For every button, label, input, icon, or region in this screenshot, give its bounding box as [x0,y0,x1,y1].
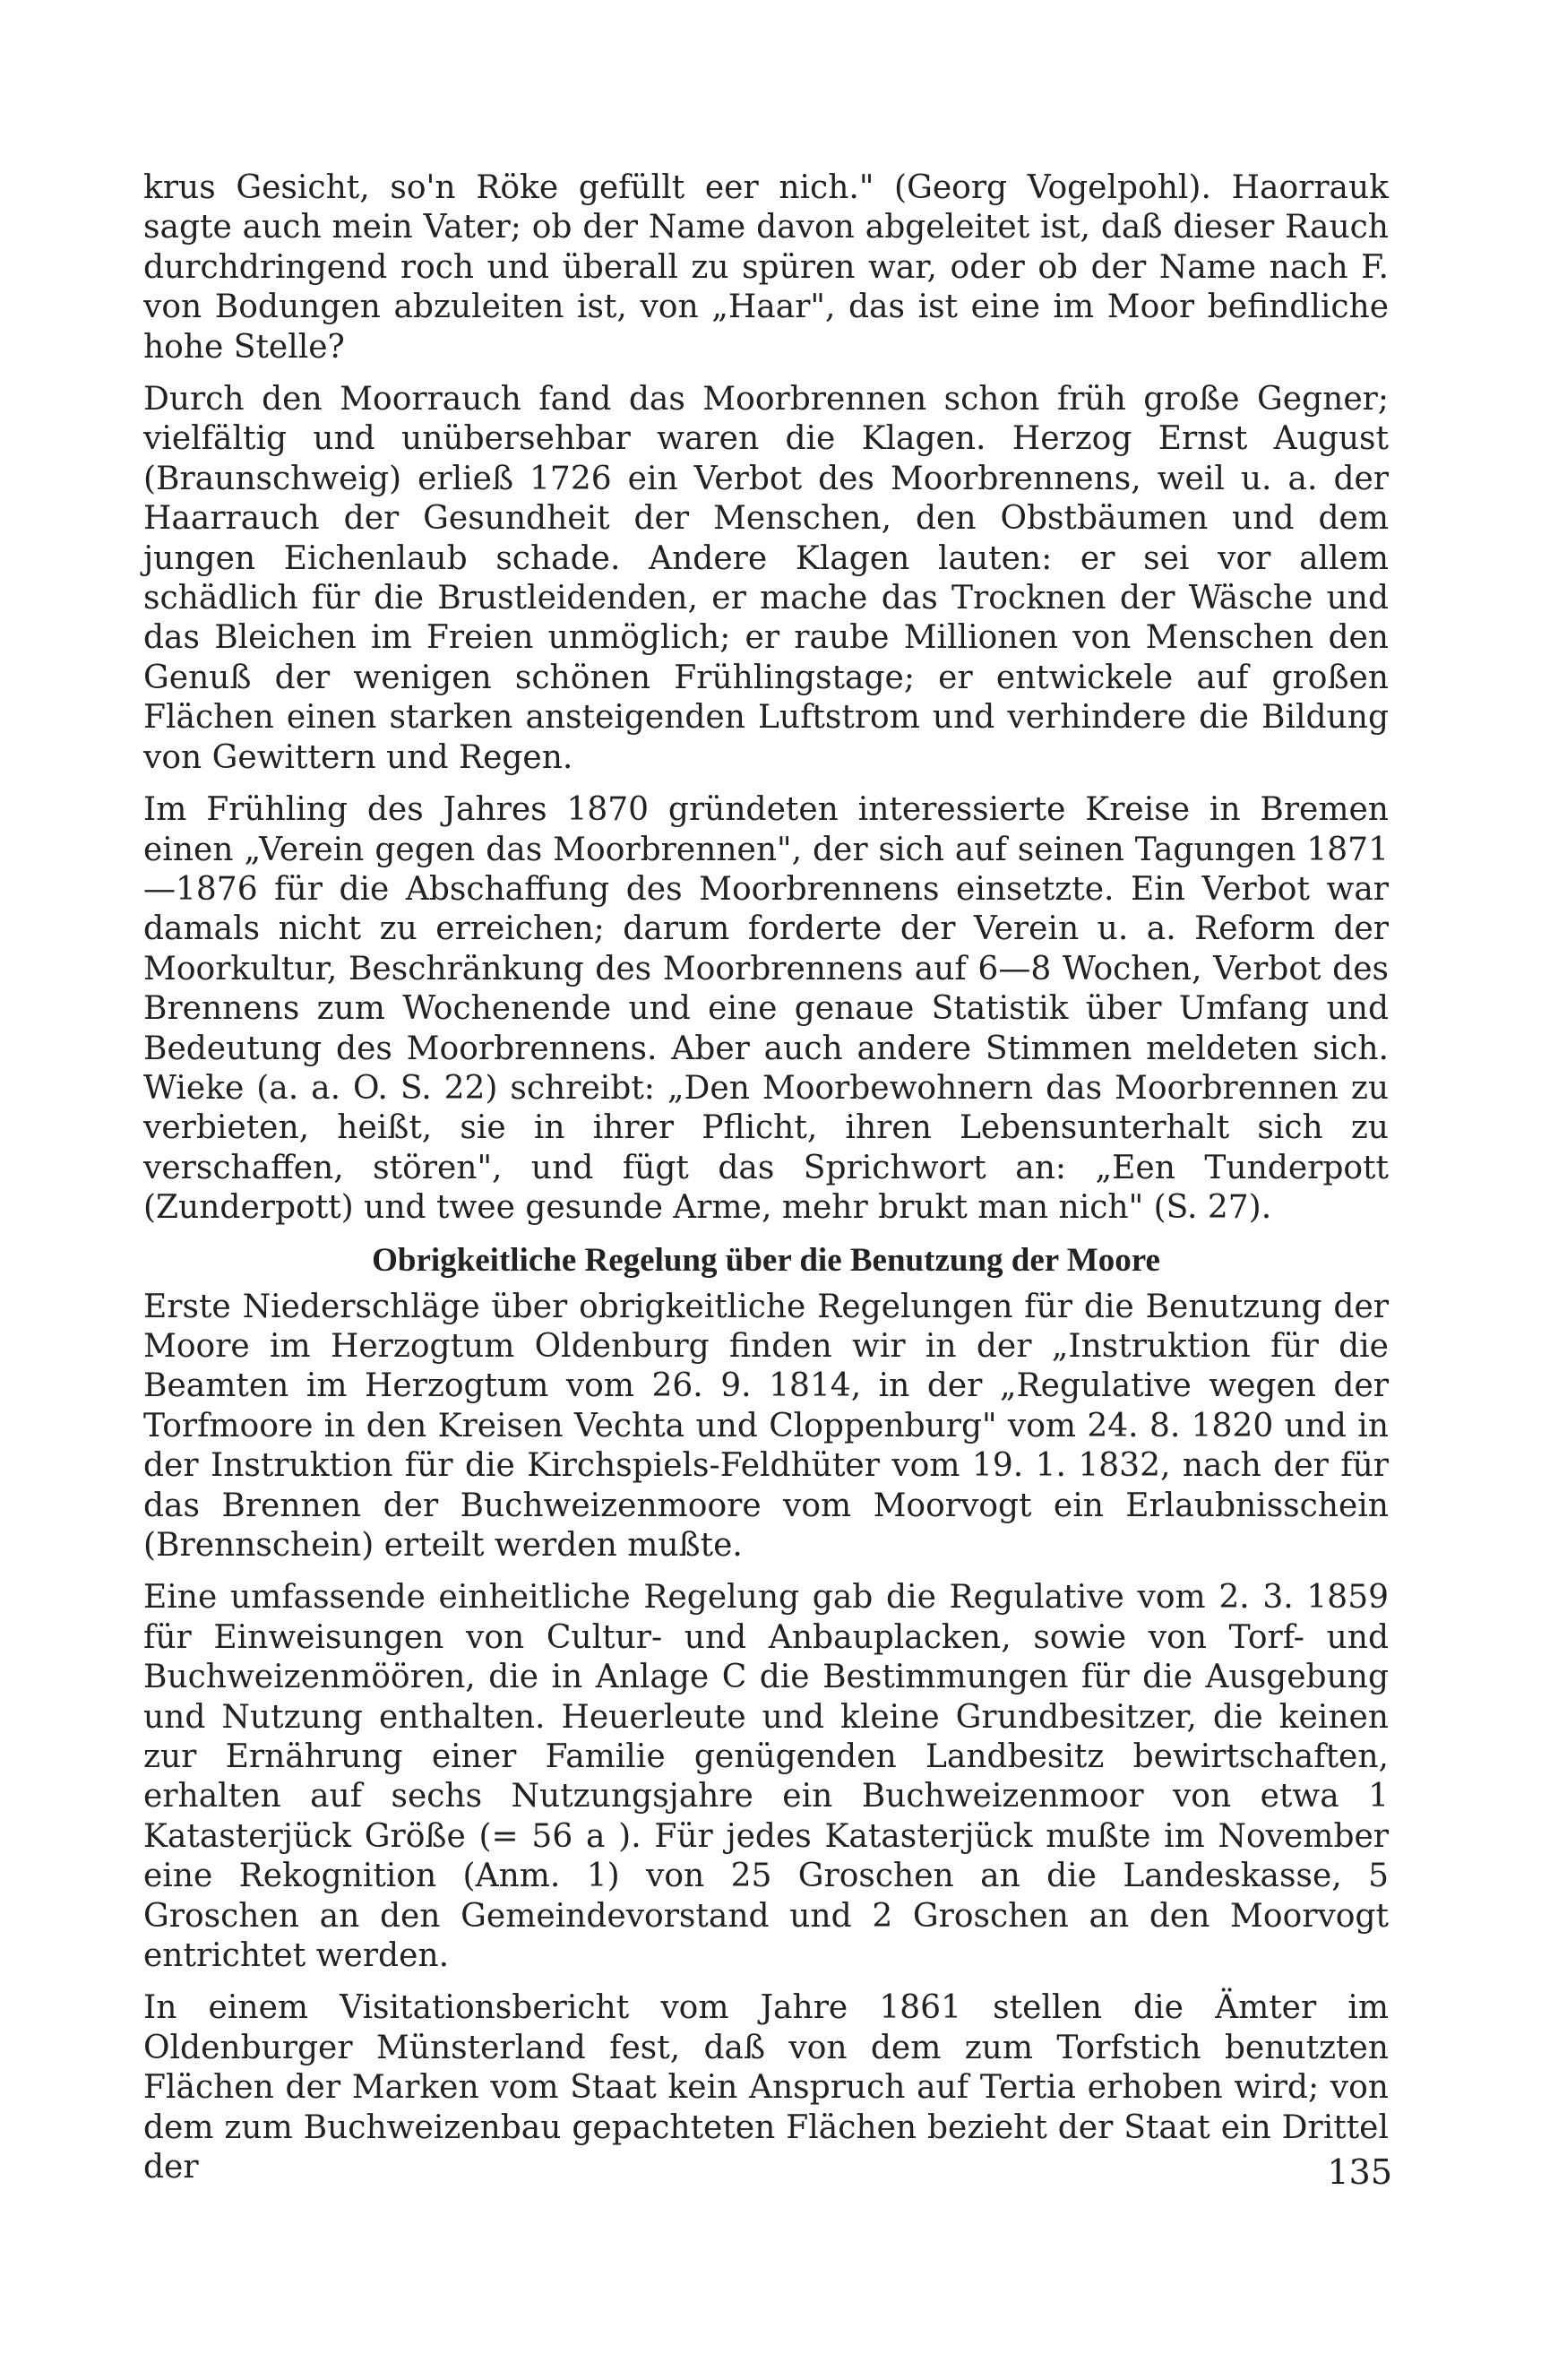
paragraph: Im Frühling des Jahres 1870 gründeten interessierte Kreise in Bremen einen „Verein gegen das Moorbrennen", der sich auf seinen Tagungen 1871—1876 für die Abschaffung des Moorbrennens einsetzte. Ein Verbot war damals nicht zu erreichen; darum forderte der Verein u. a. Reform der Moorkultur, Beschränkung des Moorbrennens auf 6—8 Wochen, Verbot des Brennens zum Wochenende und eine genaue Statistik über Umfang und Bedeutung des Moorbrennens. Aber auch andere Stimmen meldeten sich. Wieke (a. a. O. S. 22) schreibt: „Den Moorbewohnern das Moorbrennen zu verbieten, heißt, sie in ihrer Pflicht, ihren Lebensunterhalt sich zu verschaffen, stören", und fügt das Sprichwort an: „Een Tunderpott (Zunderpott) und twee gesunde Arme, mehr brukt man nich" (S. 27). [143,791,1389,1227]
page-number: 135 [1327,2152,1392,2192]
paragraph: Erste Niederschläge über obrigkeitliche Regelungen für die Benutzung der Moore im Herzogtum Oldenburg finden wir in der „Instruktion für die Beamten im Herzogtum vom 26. 9. 1814, in der „Regulative wegen der Torfmoore in den Kreisen Vechta und Cloppenburg" vom 24. 8. 1820 und in der Instruktion für die Kirchspiels-Feldhüter vom 19. 1. 1832, nach der für das Brennen der Buchweizenmoore vom Moorvogt ein Erlaubnisschein (Brennschein) erteilt werden mußte. [143,1288,1389,1564]
section-heading: Obrigkeitliche Regelung über die Benutzung der Moore [372,1241,1160,1279]
paragraph: Durch den Moorrauch fand das Moorbrennen schon früh große Gegner; vielfältig und unübersehbar waren die Klagen. Herzog Ernst August (Braunschweig) erließ 1726 ein Verbot des Moorbrennens, weil u. a. der Haarrauch der Gesundheit der Menschen, den Obstbäumen und dem jungen Eichenlaub schade. Andere Klagen lauten: er sei vor allem schädlich für die Brustleidenden, er mache das Trocknen der Wäsche und das Bleichen im Freien unmöglich; er raube Millionen von Menschen den Genuß der wenigen schönen Frühlingstage; er entwickele auf großen Flächen einen starken ansteigenden Luftstrom und verhindere die Bildung von Gewittern und Regen. [143,381,1389,776]
page-body [143,168,1389,2201]
paragraph: krus Gesicht, so'n Röke gefüllt eer nich." (Georg Vogelpohl). Haorrauk sagte auch mein Vater; ob der Name davon abgeleitet ist, daß dieser Rauch durchdringend roch und überall zu spüren war, oder ob der Name nach F. von Bodungen abzuleiten ist, von „Haar", das ist eine im Moor befindliche hohe Stelle? [143,169,1389,366]
paragraph: In einem Visitationsbericht vom Jahre 1861 stellen die Ämter im Oldenburger Münsterland fest, daß von dem zum Torfstich benutzten Flächen der Marken vom Staat kein Anspruch auf Tertia erhoben wird; von dem zum Buchweizenbau gepachteten Flächen bezieht der Staat ein Drittel der [143,1989,1389,2186]
paragraph: Eine umfassende einheitliche Regelung gab die Regulative vom 2. 3. 1859 für Einweisungen von Cultur- und Anbauplacken, sowie von Torf- und Buchweizenmöören, die in Anlage C die Bestimmungen für die Ausgebung und Nutzung enthalten. Heuerleute und kleine Grundbesitzer, die keinen zur Ernährung einer Familie genügenden Landbesitz bewirtschaften, erhalten auf sechs Nutzungsjahre ein Buchweizenmoor von etwa 1 Katasterjück Größe (= 56 a ). Für jedes Katasterjück mußte im November eine Rekognition (Anm. 1) von 25 Groschen an die Landeskasse, 5 Groschen an den Gemeindevorstand und 2 Groschen an den Moorvogt entrichtet werden. [143,1579,1389,1975]
